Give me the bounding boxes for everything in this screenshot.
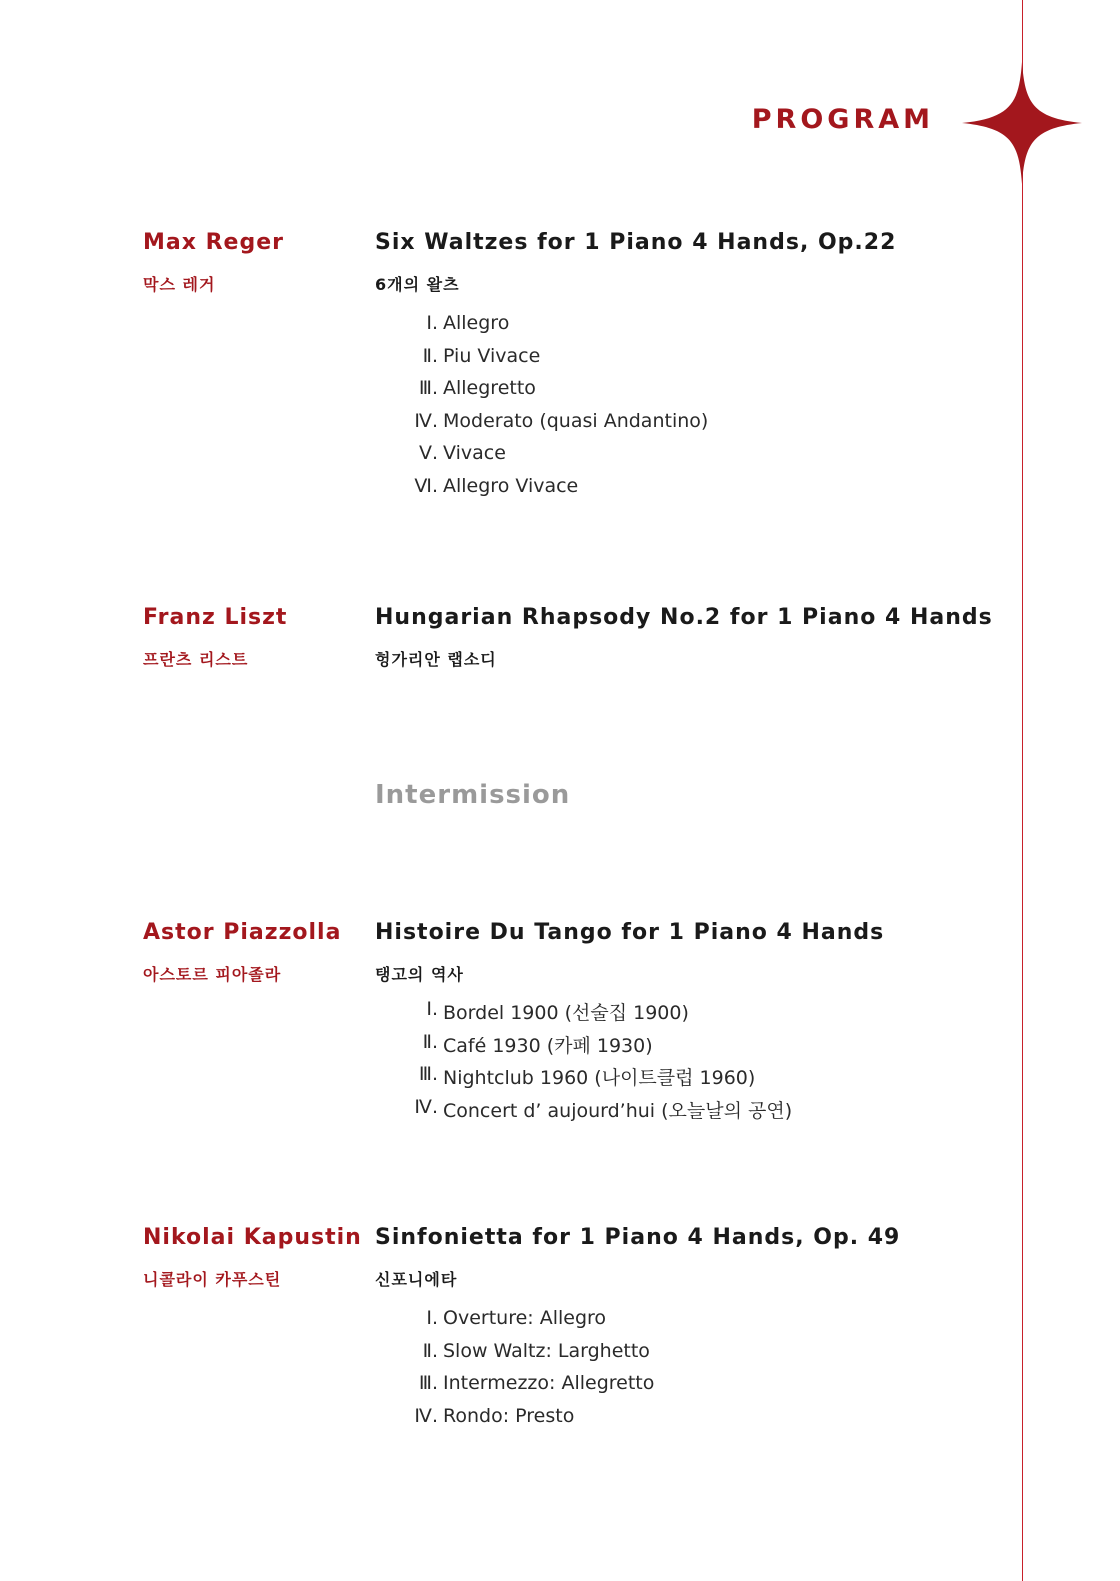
movement-item [0,1031,700,1064]
movement-number: Ⅰ. [426,312,438,334]
movement-list [0,1307,700,1437]
composer-name-korean: 프란츠 리스트 [143,650,249,669]
work-title-korean: 6개의 왈츠 [375,275,460,294]
movement-list [0,312,709,507]
movement-title: Concert d’ aujourd’hui (오늘날의 공연) [443,1099,793,1122]
movement-number: Ⅳ. [414,1095,438,1118]
movement-number: Ⅱ. [422,1339,438,1362]
movement-title: Moderato (quasi Andantino) [443,409,709,432]
movement-item [0,1372,700,1405]
movement-number: Ⅰ. [426,1307,438,1329]
vertical-divider-line [1022,0,1023,1581]
movement-title: Café 1930 (카페 1930) [443,1034,653,1057]
movement-number: Ⅰ. [426,998,438,1020]
movement-title: Bordel 1900 (선술집 1900) [443,1002,689,1024]
composer-name-korean: 막스 레거 [143,275,216,294]
movement-title: Overture: Allegro [443,1307,607,1329]
work-title-korean: 신포니에타 [375,1270,458,1289]
movement-item [0,1307,700,1340]
movement-title: Allegro [443,312,510,334]
movement-item [0,377,700,410]
work-title: Histoire Du Tango for 1 Piano 4 Hands [375,920,885,945]
movement-item [0,475,700,508]
movement-item [0,312,700,345]
movement-title: Slow Waltz: Larghetto [443,1339,650,1362]
movement-number: Ⅵ. [414,474,438,497]
movement-item [0,1340,700,1373]
movement-number: Ⅱ. [422,344,438,367]
movement-title: Allegro Vivace [443,474,579,497]
composer-name: Franz Liszt [143,605,288,630]
movement-title: Nightclub 1960 (나이트클럽 1960) [443,1067,756,1089]
movement-item [0,1405,700,1438]
work-title-korean: 탱고의 역사 [375,965,464,984]
composer-name: Max Reger [143,230,284,255]
movement-item [0,998,700,1031]
movement-title: Allegretto [443,377,536,399]
movement-item [0,409,709,443]
movement-number: Ⅱ. [422,1030,438,1053]
work-title: Sinfonietta for 1 Piano 4 Hands, Op. 49 [375,1225,901,1250]
work-title-korean: 헝가리안 랩소디 [375,650,497,669]
work-title: Hungarian Rhapsody No.2 for 1 Piano 4 Hands [375,605,993,630]
composer-name-korean: 니콜라이 카푸스틴 [143,1270,282,1289]
page-title: PROGRAM [751,104,934,135]
movement-title: Vivace [443,442,506,464]
movement-number: Ⅳ. [414,1404,438,1427]
composer-name-korean: 아스토르 피아졸라 [143,965,282,984]
movement-title: Intermezzo: Allegretto [443,1372,655,1394]
work-title: Six Waltzes for 1 Piano 4 Hands, Op.22 [375,230,897,255]
composer-name: Nikolai Kapustin [143,1225,362,1250]
four-point-star-icon [962,62,1082,184]
movement-list [0,998,793,1128]
intermission-label: Intermission [375,780,571,810]
movement-title: Rondo: Presto [443,1404,575,1427]
movement-item [0,345,700,378]
movement-item [0,442,700,475]
movement-number: Ⅲ. [418,377,438,399]
movement-item [0,1063,756,1096]
movement-title: Piu Vivace [443,344,541,367]
composer-name: Astor Piazzolla [143,920,342,945]
movement-number: Ⅲ. [418,1372,438,1394]
movement-number: Ⅲ. [418,1063,438,1085]
movement-item [0,1095,793,1129]
movement-number: Ⅴ. [418,442,438,464]
movement-number: Ⅳ. [414,409,438,432]
